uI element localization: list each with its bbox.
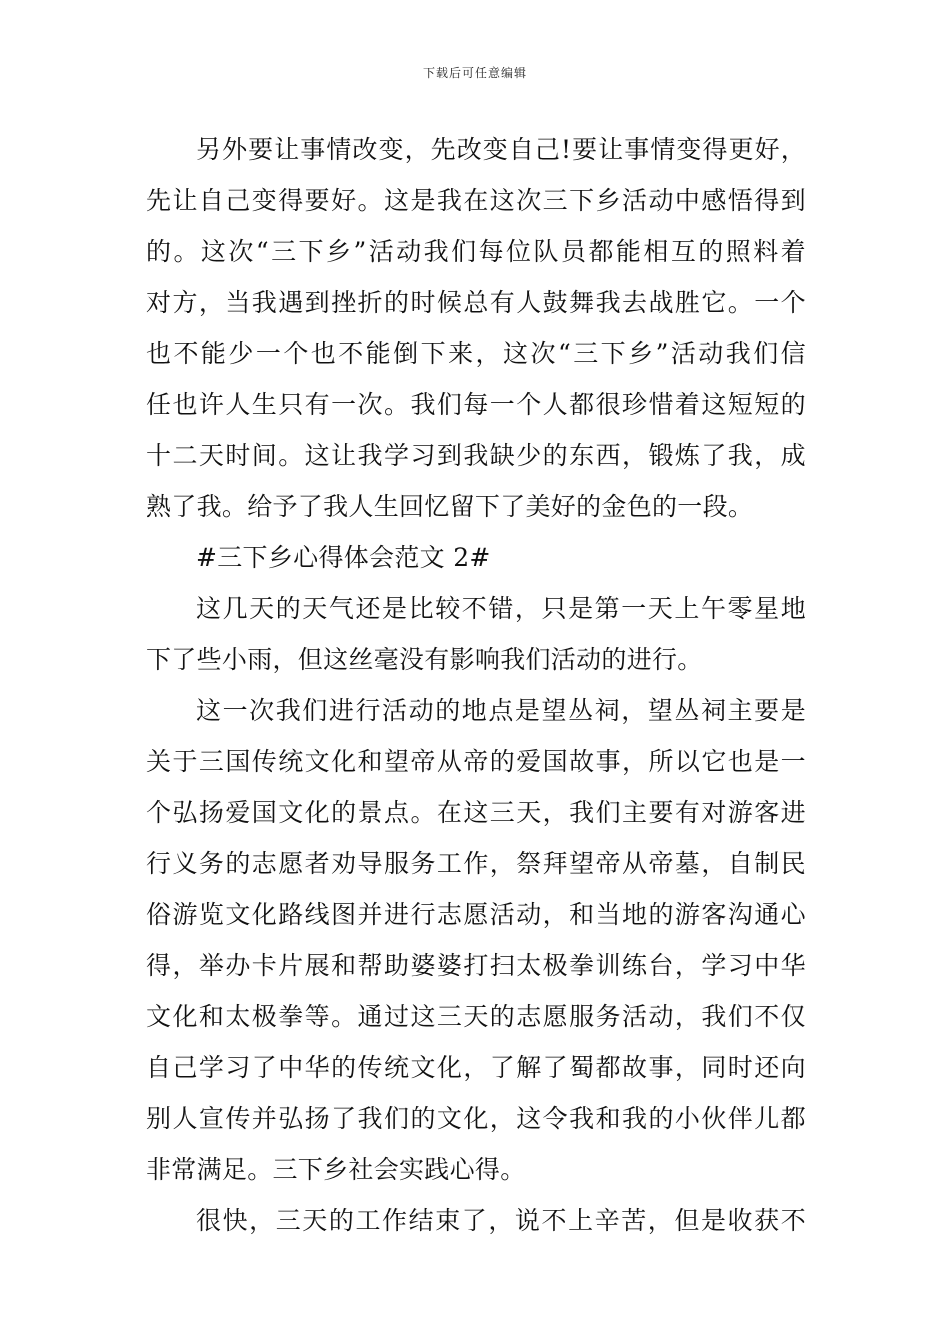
text-line: 下了些小雨，但这丝毫没有影响我们活动的进行。 (146, 645, 703, 674)
text-line: 对方，当我遇到挫折的时候总有人鼓舞我去战胜它。一个 (146, 288, 806, 317)
text-line: 个弘扬爱国文化的景点。在这三天，我们主要有对游客进 (146, 798, 806, 827)
text-line: 很快，三天的工作结束了，说不上辛苦，但是收获不 (196, 1206, 806, 1235)
text-line: #三下乡心得体会范文 2# (196, 543, 491, 572)
text-line: 这一次我们进行活动的地点是望丛祠，望丛祠主要是 (196, 696, 806, 725)
text-line: 十二天时间。这让我学习到我缺少的东西，锻炼了我，成 (146, 441, 806, 470)
text-line: 任也许人生只有一次。我们每一个人都很珍惜着这短短的 (146, 390, 806, 419)
text-line: 非常满足。三下乡社会实践心得。 (146, 1155, 526, 1184)
text-line: 文化和太极拳等。通过这三天的志愿服务活动，我们不仅 (146, 1002, 806, 1031)
text-line: 行义务的志愿者劝导服务工作，祭拜望帝从帝墓，自制民 (146, 849, 806, 878)
text-line: 熟了我。给予了我人生回忆留下了美好的金色的一段。 (146, 492, 754, 521)
text-line: 得，举办卡片展和帮助婆婆打扫太极拳训练台，学习中华 (146, 951, 806, 980)
text-line: 先让自己变得要好。这是我在这次三下乡活动中感悟得到 (146, 186, 806, 215)
document-body (146, 124, 806, 1246)
text-line: 的。这次“三下乡”活动我们每位队员都能相互的照料着 (146, 237, 806, 266)
text-line: 俗游览文化路线图并进行志愿活动，和当地的游客沟通心 (146, 900, 806, 929)
text-line: 也不能少一个也不能倒下来，这次“三下乡”活动我们信 (146, 339, 806, 368)
text-line: 这几天的天气还是比较不错，只是第一天上午零星地 (196, 594, 806, 623)
text-line: 关于三国传统文化和望帝从帝的爱国故事，所以它也是一 (146, 747, 806, 776)
text-line: 别人宣传并弘扬了我们的文化，这令我和我的小伙伴儿都 (146, 1104, 806, 1133)
text-line: 自己学习了中华的传统文化，了解了蜀都故事，同时还向 (146, 1053, 806, 1082)
text-line: 另外要让事情改变，先改变自己!要让事情变得更好， (196, 135, 806, 164)
page-header: 下载后可任意编辑 (422, 66, 527, 80)
